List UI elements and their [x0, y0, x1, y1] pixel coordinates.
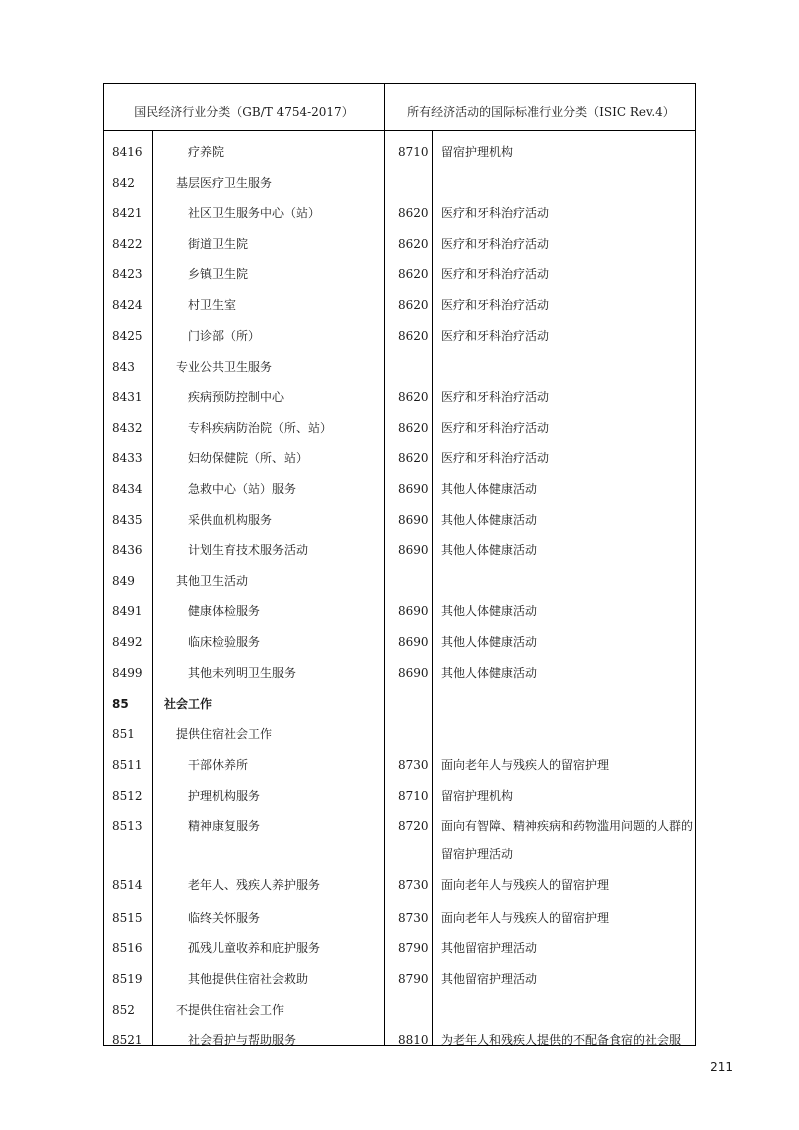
row-isic-code: 8730 — [398, 878, 429, 892]
row-isic-code: 8690 — [398, 635, 429, 649]
row-isic-code: 8690 — [398, 482, 429, 496]
row-code: 8422 — [112, 237, 143, 251]
row-code: 842 — [112, 176, 135, 190]
table-row — [104, 939, 697, 969]
row-name: 疗养院 — [188, 145, 225, 159]
row-name: 计划生育技术服务活动 — [188, 543, 309, 557]
row-name: 孤残儿童收养和庇护服务 — [188, 941, 321, 955]
table-row — [104, 511, 697, 541]
table-row — [104, 970, 697, 1000]
table-row — [104, 388, 697, 418]
row-name: 其他提供住宿社会救助 — [188, 972, 309, 986]
table-row — [104, 265, 697, 295]
row-name: 专业公共卫生服务 — [176, 360, 273, 374]
row-isic-description: 医疗和牙科治疗活动 — [441, 237, 550, 251]
table-row — [104, 909, 697, 939]
row-isic-code: 8620 — [398, 451, 429, 465]
row-name: 临终关怀服务 — [188, 911, 261, 925]
row-code: 8424 — [112, 298, 143, 312]
table-row — [104, 756, 697, 786]
table-row — [104, 480, 697, 510]
row-isic-code: 8710 — [398, 789, 429, 803]
row-isic-code: 8710 — [398, 145, 429, 159]
table-row — [104, 817, 697, 847]
row-isic-code: 8730 — [398, 758, 429, 772]
table-row — [104, 572, 697, 602]
row-code: 8433 — [112, 451, 143, 465]
row-code: 85 — [112, 697, 129, 711]
row-code: 8434 — [112, 482, 143, 496]
row-code: 8421 — [112, 206, 143, 220]
header-isic: 所有经济活动的国际标准行业分类（ISIC Rev.4） — [407, 105, 675, 119]
row-name: 老年人、残疾人养护服务 — [188, 878, 321, 892]
row-name: 门诊部（所） — [188, 329, 261, 343]
row-code: 8514 — [112, 878, 143, 892]
row-isic-code: 8620 — [398, 298, 429, 312]
row-name: 乡镇卫生院 — [188, 267, 249, 281]
table-row — [104, 143, 697, 173]
table-row — [104, 633, 697, 663]
row-isic-description: 医疗和牙科治疗活动 — [441, 329, 550, 343]
table-row — [104, 787, 697, 817]
row-isic-code: 8690 — [398, 666, 429, 680]
table-row — [104, 1031, 697, 1061]
row-name: 社会工作 — [164, 697, 213, 711]
row-name: 临床检验服务 — [188, 635, 261, 649]
row-name: 街道卫生院 — [188, 237, 249, 251]
row-name: 社会看护与帮助服务 — [188, 1033, 297, 1047]
row-isic-code: 8810 — [398, 1033, 429, 1047]
row-isic-description: 其他人体健康活动 — [441, 482, 538, 496]
row-isic-description: 面向老年人与残疾人的留宿护理 — [441, 758, 610, 772]
row-isic-description: 其他人体健康活动 — [441, 513, 538, 527]
row-name: 社区卫生服务中心（站） — [188, 206, 321, 220]
row-isic-description: 留宿护理活动 — [441, 847, 514, 861]
row-name: 其他未列明卫生服务 — [188, 666, 297, 680]
row-isic-description: 留宿护理机构 — [441, 789, 514, 803]
row-name: 干部休养所 — [188, 758, 249, 772]
row-isic-description: 面向老年人与残疾人的留宿护理 — [441, 878, 610, 892]
table-row — [104, 725, 697, 755]
row-isic-description: 其他人体健康活动 — [441, 543, 538, 557]
row-code: 8416 — [112, 145, 143, 159]
row-isic-code: 8790 — [398, 941, 429, 955]
row-name: 村卫生室 — [188, 298, 237, 312]
row-code: 843 — [112, 360, 135, 374]
table-row — [104, 296, 697, 326]
header-gbt: 国民经济行业分类（GB/T 4754-2017） — [134, 105, 354, 119]
table-row — [104, 235, 697, 265]
row-isic-description: 其他人体健康活动 — [441, 666, 538, 680]
row-code: 8435 — [112, 513, 143, 527]
table-row — [104, 419, 697, 449]
row-isic-code: 8620 — [398, 267, 429, 281]
row-isic-code: 8620 — [398, 421, 429, 435]
row-name: 其他卫生活动 — [176, 574, 249, 588]
row-isic-code: 8720 — [398, 819, 429, 833]
row-isic-description: 为老年人和残疾人提供的不配备食宿的社会服 — [441, 1033, 682, 1047]
table-row — [104, 204, 697, 234]
row-name: 不提供住宿社会工作 — [176, 1003, 285, 1017]
table-row — [104, 602, 697, 632]
row-isic-description: 其他留宿护理活动 — [441, 941, 538, 955]
row-name: 提供住宿社会工作 — [176, 727, 273, 741]
row-isic-description: 医疗和牙科治疗活动 — [441, 451, 550, 465]
row-name: 专科疾病防治院（所、站） — [188, 421, 333, 435]
row-code: 8425 — [112, 329, 143, 343]
table-row — [104, 174, 697, 204]
row-isic-code: 8620 — [398, 390, 429, 404]
row-isic-description: 留宿护理机构 — [441, 145, 514, 159]
row-code: 8499 — [112, 666, 143, 680]
table-row — [104, 695, 697, 725]
row-isic-description: 其他人体健康活动 — [441, 635, 538, 649]
row-isic-code: 8690 — [398, 513, 429, 527]
row-isic-description: 医疗和牙科治疗活动 — [441, 298, 550, 312]
row-code: 8516 — [112, 941, 143, 955]
row-code: 8513 — [112, 819, 143, 833]
row-name: 护理机构服务 — [188, 789, 261, 803]
row-isic-code: 8620 — [398, 329, 429, 343]
row-isic-code: 8790 — [398, 972, 429, 986]
row-isic-code: 8690 — [398, 604, 429, 618]
classification-table — [103, 83, 696, 1046]
table-row — [104, 664, 697, 694]
table-row — [104, 1001, 697, 1031]
row-isic-description: 医疗和牙科治疗活动 — [441, 421, 550, 435]
table-row — [104, 541, 697, 571]
row-isic-description: 面向老年人与残疾人的留宿护理 — [441, 911, 610, 925]
row-code: 8515 — [112, 911, 143, 925]
row-code: 8423 — [112, 267, 143, 281]
row-code: 8436 — [112, 543, 143, 557]
table-row — [104, 876, 697, 906]
row-name: 健康体检服务 — [188, 604, 261, 618]
table-row — [104, 358, 697, 388]
row-name: 精神康复服务 — [188, 819, 261, 833]
row-name: 急救中心（站）服务 — [188, 482, 297, 496]
row-name: 疾病预防控制中心 — [188, 390, 285, 404]
row-isic-code: 8620 — [398, 237, 429, 251]
row-code: 8431 — [112, 390, 143, 404]
row-isic-description: 其他留宿护理活动 — [441, 972, 538, 986]
row-name: 基层医疗卫生服务 — [176, 176, 273, 190]
row-name: 妇幼保健院（所、站） — [188, 451, 309, 465]
row-code: 8512 — [112, 789, 143, 803]
row-isic-description: 医疗和牙科治疗活动 — [441, 267, 550, 281]
row-isic-description: 其他人体健康活动 — [441, 604, 538, 618]
row-code: 852 — [112, 1003, 135, 1017]
row-isic-code: 8730 — [398, 911, 429, 925]
row-name: 采供血机构服务 — [188, 513, 273, 527]
table-row — [104, 327, 697, 357]
row-isic-description: 医疗和牙科治疗活动 — [441, 390, 550, 404]
row-isic-code: 8690 — [398, 543, 429, 557]
table-row — [104, 449, 697, 479]
row-isic-description: 医疗和牙科治疗活动 — [441, 206, 550, 220]
row-isic-description: 面向有智障、精神疾病和药物滥用问题的人群的 — [441, 819, 694, 833]
row-code: 8491 — [112, 604, 143, 618]
row-code: 8432 — [112, 421, 143, 435]
row-code: 8519 — [112, 972, 143, 986]
row-code: 8511 — [112, 758, 143, 772]
row-code: 8492 — [112, 635, 143, 649]
row-code: 8521 — [112, 1033, 143, 1047]
table-row — [104, 845, 697, 875]
row-isic-code: 8620 — [398, 206, 429, 220]
row-code: 851 — [112, 727, 135, 741]
row-code: 849 — [112, 574, 135, 588]
header-divider — [104, 130, 695, 131]
page-number: 211 — [710, 1060, 733, 1074]
